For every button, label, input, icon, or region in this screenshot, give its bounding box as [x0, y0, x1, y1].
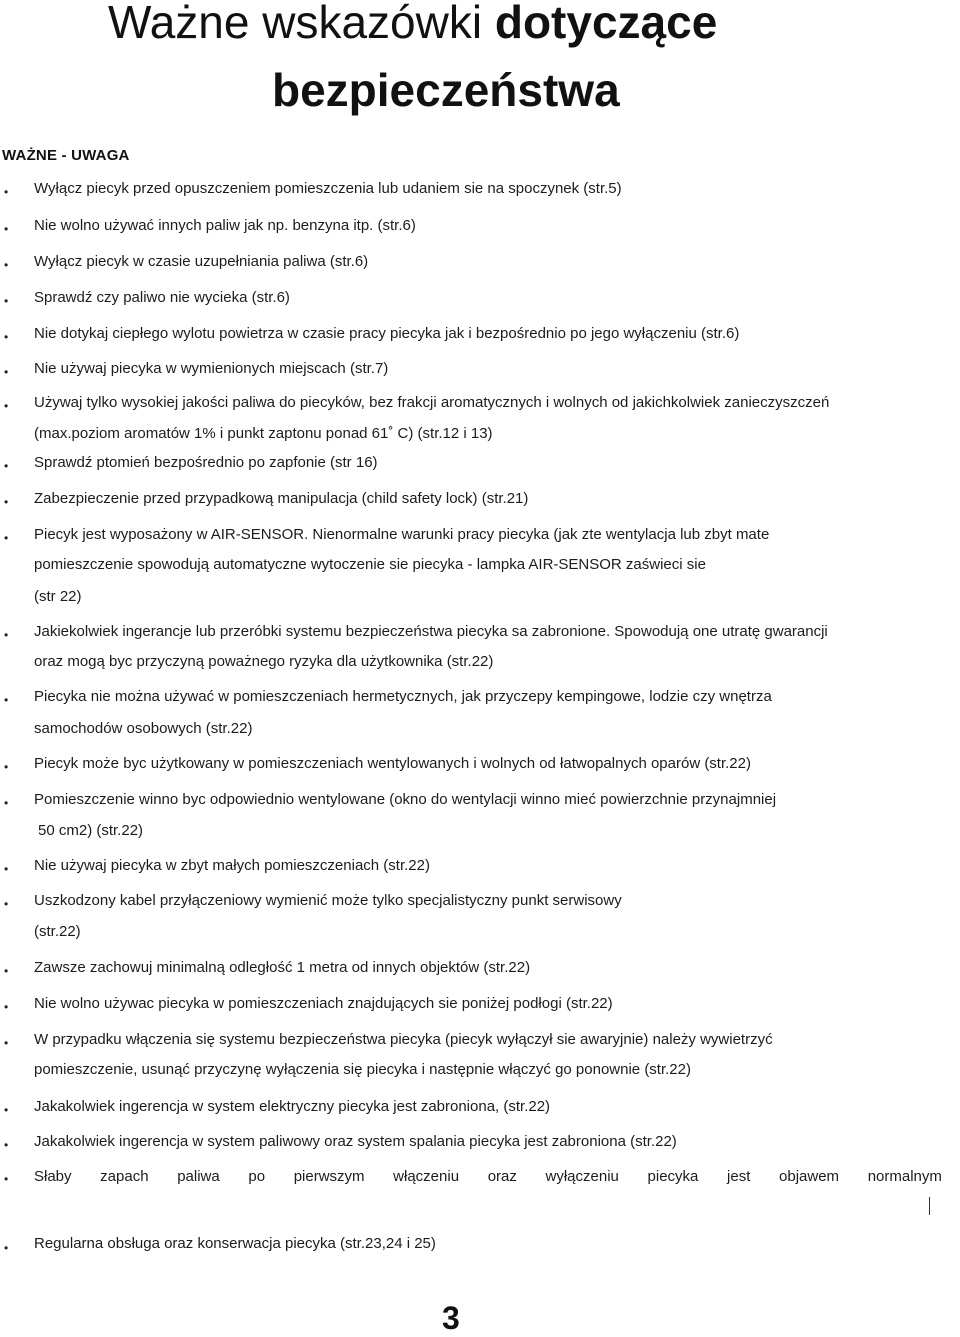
list-item-text: (max.poziom aromatów 1% i punkt zaptonu ponad 61˚ C) (str.12 i 13) — [34, 425, 493, 442]
page-number: 3 — [442, 1300, 460, 1336]
list-item-text: Piecyka nie można używać w pomieszczeniach hermetycznych, jak przyczepy kempingowe, lodzie czy wnętrza — [34, 688, 772, 705]
justified-word: Słaby — [34, 1168, 72, 1185]
bullet-icon: • — [4, 531, 9, 545]
list-item-text: samochodów osobowych (str.22) — [34, 720, 253, 737]
bullet-icon: • — [4, 1138, 9, 1152]
justified-word: wyłączeniu — [545, 1168, 619, 1185]
bullet-icon: • — [4, 693, 9, 707]
title-line-1 — [108, 0, 717, 52]
text-cursor-mark — [929, 1197, 930, 1215]
bullet-icon: • — [4, 459, 9, 473]
list-item-text: Używaj tylko wysokiej jakości paliwa do piecyków, bez frakcji aromatycznych i wolnych od jakichkolwiek zanieczyszczeń — [34, 394, 830, 411]
justified-word: pierwszym — [293, 1168, 365, 1185]
bullet-icon: • — [4, 862, 9, 876]
bullet-icon: • — [4, 185, 9, 199]
bullet-icon: • — [4, 964, 9, 978]
justified-word: po — [248, 1168, 266, 1185]
list-item-text: Sprawdź czy paliwo nie wycieka (str.6) — [34, 289, 290, 306]
list-item-text: Wyłącz piecyk w czasie uzupełniania paliwa (str.6) — [34, 253, 369, 270]
list-item-text: Jakakolwiek ingerencja w system paliwowy oraz system spalania piecyka jest zabroniona (str.22) — [34, 1133, 677, 1150]
list-item-text: 50 cm2) (str.22) — [38, 822, 144, 839]
list-item-text: Piecyk może byc użytkowany w pomieszczeniach wentylowanych i wolnych od łatwopalnych oparów (str.22) — [34, 755, 751, 772]
bullet-icon: • — [4, 1103, 9, 1117]
bullet-icon: • — [4, 222, 9, 236]
list-item-text: oraz mogą byc przyczyną poważnego ryzyka dla użytkownika (str.22) — [34, 653, 494, 670]
list-item-text: Jakakolwiek ingerencja w system elektryczny piecyka jest zabroniona, (str.22) — [34, 1098, 551, 1115]
list-item-text: pomieszczenie, usunąć przyczynę wyłączenia się piecyka i następnie włączyć go ponownie (str.22) — [34, 1061, 691, 1078]
bullet-icon: • — [4, 796, 9, 810]
bullet-icon: • — [4, 330, 9, 344]
justified-word: normalnym — [867, 1168, 942, 1185]
justified-word: zapach — [100, 1168, 149, 1185]
list-item-text: Piecyk jest wyposażony w AIR-SENSOR. Nienormalne warunki pracy piecyka (jak zte wentylacja lub zbyt mate — [34, 526, 770, 543]
list-item-text: Uszkodzony kabel przyłączeniowy wymienić może tylko specjalistyczny punkt serwisowy — [34, 892, 622, 909]
justified-word: oraz — [487, 1168, 517, 1185]
list-item-text: Sprawdź ptomień bezpośrednio po zapfonie (str 16) — [34, 454, 378, 471]
bullet-icon: • — [4, 760, 9, 774]
bullet-icon: • — [4, 1241, 9, 1255]
list-item-text: W przypadku włączenia się systemu bezpieczeństwa piecyka (piecyk wyłączył sie awaryjnie) należy wywietrzyć — [34, 1031, 773, 1048]
bullet-icon: • — [4, 258, 9, 272]
list-item-text: Wyłącz piecyk przed opuszczeniem pomieszczenia lub udaniem sie na spoczynek (str.5) — [34, 180, 622, 197]
justified-item-text — [34, 1167, 942, 1187]
list-item-text: Nie dotykaj ciepłego wylotu powietrza w czasie pracy piecyka jak i bezpośrednio po jego wyłączeniu (str.6) — [34, 325, 740, 342]
bullet-icon: • — [4, 1036, 9, 1050]
list-item-text: Nie wolno używac piecyka w pomieszczeniach znajdujących sie poniżej podłogi (str.22) — [34, 995, 613, 1012]
justified-word: objawem — [779, 1168, 840, 1185]
justified-word: piecyka — [647, 1168, 699, 1185]
bullet-icon: • — [4, 399, 9, 413]
list-item-text: Zabezpieczenie przed przypadkową manipulacja (child safety lock) (str.21) — [34, 490, 529, 507]
list-item-text: Jakiekolwiek ingerancje lub przeróbki systemu bezpieczeństwa piecyka sa zabronione. Spowodują one utratę gwarancji — [34, 623, 828, 640]
bullet-icon: • — [4, 1172, 9, 1186]
title-line-2: bezpieczeństwa — [272, 64, 620, 116]
title-regular: Ważne wskazówki — [108, 0, 483, 48]
last-item-text: Regularna obsługa oraz konserwacja piecyka (str.23,24 i 25) — [34, 1235, 436, 1252]
list-item-text: (str 22) — [34, 588, 82, 605]
list-item-text: Nie używaj piecyka w wymienionych miejscach (str.7) — [34, 360, 389, 377]
list-item-text: Pomieszczenie winno byc odpowiednio wentylowane (okno do wentylacji winno mieć powierzchnie przynajmniej — [34, 791, 777, 808]
section-heading: WAŻNE - UWAGA — [2, 147, 130, 164]
title-bold: dotyczące — [494, 0, 718, 48]
list-item-text: (str.22) — [34, 923, 81, 940]
bullet-icon: • — [4, 628, 9, 642]
bullet-icon: • — [4, 365, 9, 379]
list-item-text: pomieszczenie spowodują automatyczne wytoczenie sie piecyka - lampka AIR-SENSOR zaświeci sie — [34, 556, 706, 573]
bullet-icon: • — [4, 294, 9, 308]
bullet-icon: • — [4, 1000, 9, 1014]
justified-word: paliwa — [177, 1168, 220, 1185]
list-item-text: Nie wolno używać innych paliw jak np. benzyna itp. (str.6) — [34, 217, 416, 234]
bullet-icon: • — [4, 495, 9, 509]
list-item-text: Nie używaj piecyka w zbyt małych pomieszczeniach (str.22) — [34, 857, 430, 874]
justified-word: jest — [727, 1168, 751, 1185]
bullet-icon: • — [4, 897, 9, 911]
list-item-text: Zawsze zachowuj minimalną odległość 1 metra od innych objektów (str.22) — [34, 959, 531, 976]
justified-word: włączeniu — [393, 1168, 460, 1185]
